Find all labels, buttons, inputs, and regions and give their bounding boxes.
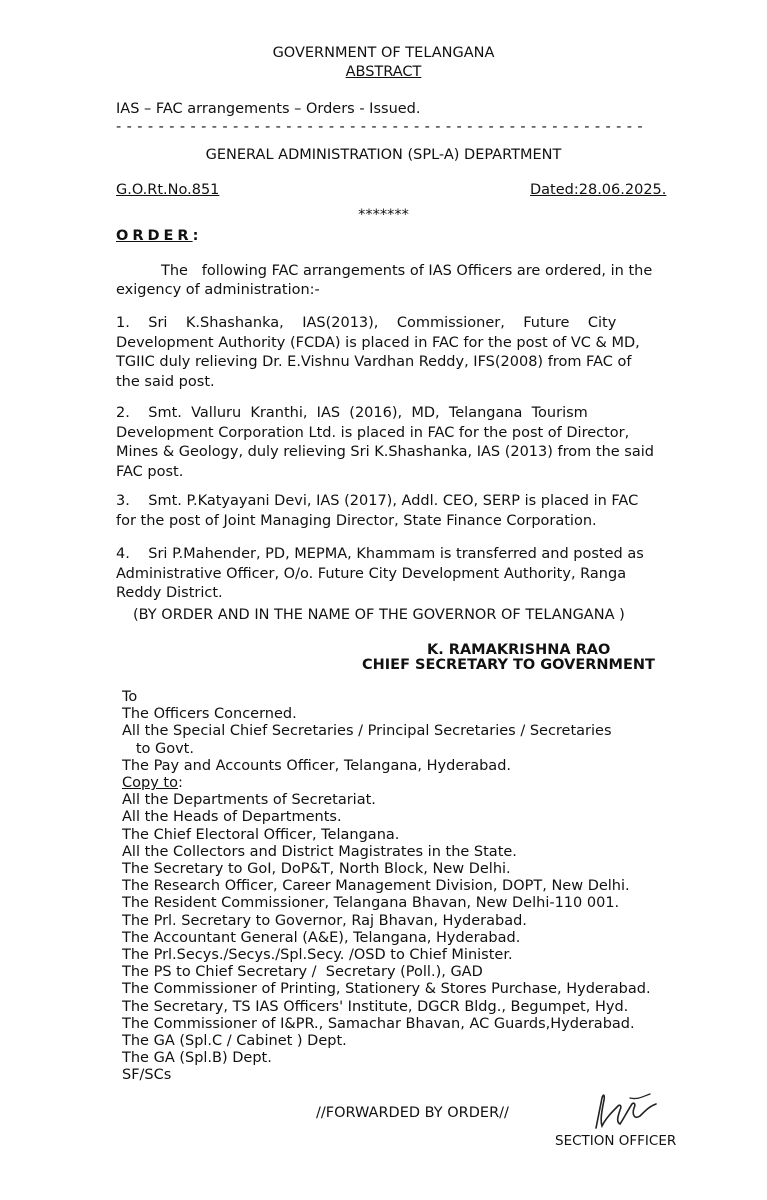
- recipient-item: All the Special Chief Secretaries / Principal Secretaries / Secretaries: [122, 723, 612, 740]
- order-intro-line1: The following FAC arrangements of IAS Officers are ordered, in the: [161, 263, 653, 279]
- copy-item: The GA (Spl.B) Dept.: [122, 1050, 272, 1067]
- order-item-1: [116, 314, 640, 392]
- order-item-1-line: Development Authority (FCDA) is placed in FAC for the post of VC & MD,: [116, 334, 640, 351]
- copy-item: The Research Officer, Career Management Division, DOPT, New Delhi.: [122, 878, 630, 895]
- copy-item: The PS to Chief Secretary / Secretary (Poll.), GAD: [122, 964, 483, 981]
- abstract-title: ABSTRACT: [345, 64, 422, 80]
- order-intro-line2: exigency of administration:-: [116, 282, 320, 298]
- order-item-3-line: for the post of Joint Managing Director, State Finance Corporation.: [116, 512, 597, 529]
- copy-to-heading: [122, 775, 651, 792]
- order-item-3-line: 3. Smt. P.Katyayani Devi, IAS (2017), Addl. CEO, SERP is placed in FAC: [116, 493, 639, 509]
- recipient-item: The Pay and Accounts Officer, Telangana, Hyderabad.: [122, 757, 512, 774]
- copy-item: The Secretary to GoI, DoP&T, North Block, New Delhi.: [122, 861, 511, 878]
- copy-to-suffix: :: [177, 775, 183, 792]
- order-item-4-line: Administrative Officer, O/o. Future City Development Authority, Ranga: [116, 565, 627, 582]
- copy-item: All the Collectors and District Magistrates in the State.: [122, 843, 517, 860]
- order-item-1-line: the said post.: [116, 373, 215, 390]
- order-heading: [116, 227, 198, 245]
- by-order-line: (BY ORDER AND IN THE NAME OF THE GOVERNOR OF TELANGANA ): [133, 607, 625, 623]
- order-item-2-line: FAC post.: [116, 463, 184, 480]
- copy-item: All the Departments of Secretariat.: [122, 792, 376, 809]
- order-item-2-line: Mines & Geology, duly relieving Sri K.Shashanka, IAS (2013) from the said: [116, 444, 654, 460]
- copy-item: The Secretary, TS IAS Officers' Institute, DGCR Bldg., Begumpet, Hyd.: [122, 998, 629, 1015]
- copy-item: SF/SCs: [122, 1067, 172, 1084]
- recipient-item: to Govt.: [122, 740, 194, 757]
- government-title: GOVERNMENT OF TELANGANA: [272, 45, 495, 61]
- recipient-item: The Officers Concerned.: [122, 706, 297, 723]
- order-item-4-line: Reddy District.: [116, 585, 223, 601]
- copy-item: The GA (Spl.C / Cabinet ) Dept.: [122, 1033, 347, 1050]
- order-item-2: [116, 404, 654, 482]
- order-item-3: [116, 492, 638, 531]
- department-title: GENERAL ADMINISTRATION (SPL-A) DEPARTMENT: [205, 147, 562, 163]
- order-title-suffix: :: [192, 228, 199, 244]
- order-item-4: [116, 545, 644, 604]
- signatory-name: K. RAMAKRISHNA RAO: [427, 642, 611, 658]
- order-item-1-line: 1. Sri K.Shashanka, IAS(2013), Commissioner, Future City: [116, 315, 617, 331]
- forwarded-by-order: //FORWARDED BY ORDER//: [316, 1105, 509, 1121]
- subject-line: IAS – FAC arrangements – Orders - Issued.: [116, 101, 421, 117]
- distribution-list: [122, 689, 651, 1085]
- separator-line: - - - - - - - - - - - - - - - - - - - - - - - - - - - - - - - - - - - - - - - - - - - - - - - - - -: [116, 119, 644, 135]
- section-officer-label: SECTION OFFICER: [555, 1133, 677, 1149]
- copy-item: The Commissioner of Printing, Stationery & Stores Purchase, Hyderabad.: [122, 981, 651, 998]
- copy-item: The Resident Commissioner, Telangana Bhavan, New Delhi-110 001.: [122, 895, 620, 912]
- copy-item: The Prl. Secretary to Governor, Raj Bhavan, Hyderabad.: [122, 912, 527, 929]
- order-item-2-line: Development Corporation Ltd. is placed in FAC for the post of Director,: [116, 424, 630, 441]
- separator-stars: *******: [358, 207, 409, 223]
- order-item-4-line: 4. Sri P.Mahender, PD, MEPMA, Khammam is transferred and posted as: [116, 546, 644, 562]
- order-item-1-line: TGIIC duly relieving Dr. E.Vishnu Vardhan Reddy, IFS(2008) from FAC of: [116, 354, 632, 370]
- order-item-2-line: 2. Smt. Valluru Kranthi, IAS (2016), MD, Telangana Tourism: [116, 405, 588, 421]
- copy-item: The Prl.Secys./Secys./Spl.Secy. /OSD to Chief Minister.: [122, 947, 513, 964]
- order-title: ORDER: [116, 228, 193, 244]
- go-number: G.O.Rt.No.851: [116, 182, 220, 198]
- go-date: Dated:28.06.2025.: [530, 182, 667, 198]
- copy-item: The Commissioner of I&PR., Samachar Bhavan, AC Guards,Hyderabad.: [122, 1015, 635, 1032]
- to-label: To: [122, 689, 138, 705]
- handwritten-signature: [560, 1088, 700, 1138]
- copy-item: The Accountant General (A&E), Telangana, Hyderabad.: [122, 929, 521, 946]
- copy-item: The Chief Electoral Officer, Telangana.: [122, 826, 400, 843]
- copy-to-label: Copy to: [122, 775, 178, 792]
- signatory-designation: CHIEF SECRETARY TO GOVERNMENT: [362, 657, 655, 673]
- copy-item: All the Heads of Departments.: [122, 809, 342, 826]
